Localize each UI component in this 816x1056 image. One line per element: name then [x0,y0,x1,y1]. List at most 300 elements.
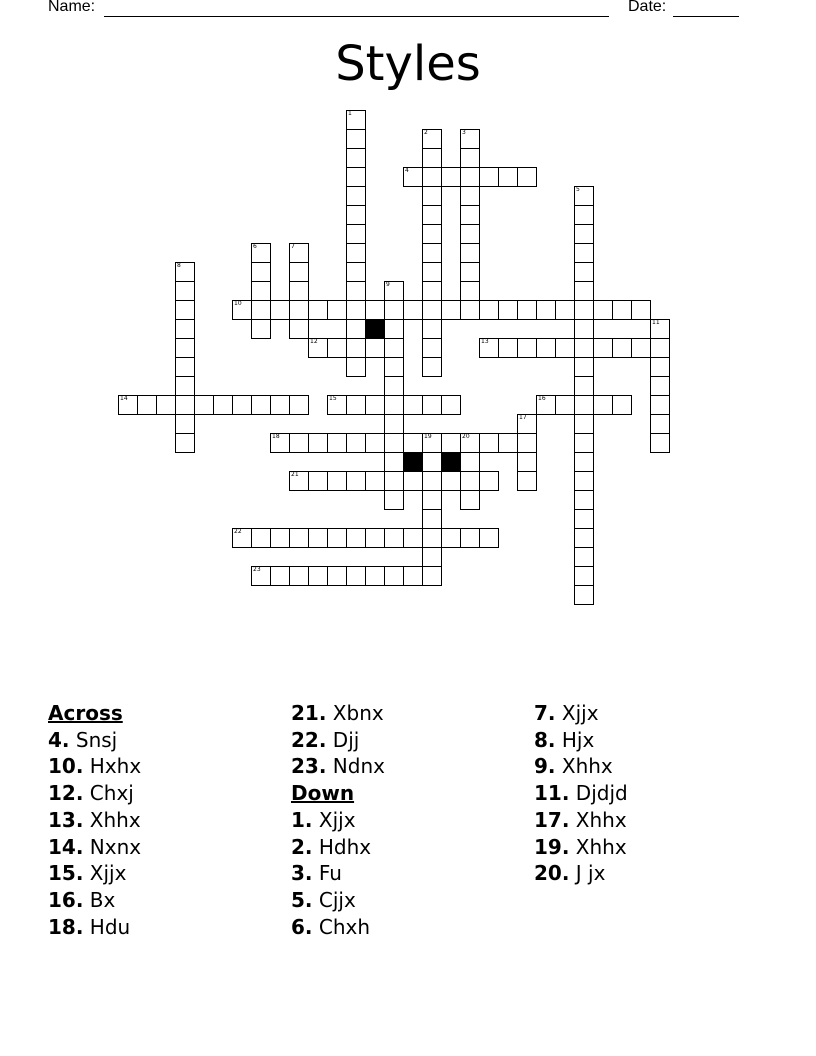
clue-number-label: 17. [534,807,570,832]
clue-item [534,834,628,861]
grid-cell[interactable] [460,167,480,187]
grid-cell[interactable] [175,281,195,301]
clue-text: Djj [332,727,360,752]
grid-cell[interactable] [460,300,480,320]
clue-item [291,753,385,780]
clue-item [534,727,628,754]
grid-cell[interactable] [365,528,385,548]
grid-cell[interactable] [289,262,309,282]
clue-number: 13 [481,338,489,345]
grid-cell[interactable] [422,509,442,529]
clue-text: Snsj [75,727,118,752]
grid-cell[interactable] [346,243,366,263]
grid-cell[interactable] [650,376,670,396]
grid-cell[interactable] [365,395,385,415]
grid-cell[interactable] [346,110,366,130]
clue-item [534,753,628,780]
down-heading: Down [291,781,355,806]
grid-cell[interactable] [289,281,309,301]
grid-cell[interactable] [536,300,556,320]
clue-number-label: 10. [48,754,84,779]
clue-item [48,887,141,914]
clue-item [534,807,628,834]
clue-text: J jx [575,861,606,886]
clue-number-label: 3. [291,861,313,886]
puzzle-title: Styles [335,36,481,92]
clue-text: Xjjx [561,701,599,725]
grid-cell[interactable] [460,148,480,168]
grid-cell[interactable] [365,566,385,586]
clue-number: 1 [348,110,352,117]
grid-cell[interactable] [175,338,195,358]
grid-cell[interactable] [232,528,252,548]
clue-item [534,860,628,887]
grid-cell[interactable] [460,224,480,244]
grid-cell[interactable] [175,357,195,377]
clue-item [48,914,141,941]
clue-item [48,834,141,861]
grid-cell[interactable] [175,319,195,339]
grid-cell[interactable] [460,243,480,263]
grid-cell[interactable] [574,338,594,358]
clue-number-label: 1. [291,807,313,832]
grid-cell[interactable] [384,319,404,339]
grid-cell[interactable] [479,167,499,187]
clue-text: Cjjx [318,887,356,912]
clue-number: 22 [234,528,242,535]
grid-cell[interactable] [498,300,518,320]
clue-number-label: 20. [534,861,570,886]
grid-cell[interactable] [403,566,423,586]
grid-cell[interactable] [156,395,176,415]
grid-cell[interactable] [289,243,309,263]
clue-item [291,727,385,754]
clue-number-label: 4. [48,727,70,752]
grid-cell[interactable] [441,300,461,320]
grid-cell[interactable] [384,357,404,377]
clue-number: 20 [462,433,470,440]
clue-item [291,914,385,941]
clue-column-1 [48,700,141,940]
grid-cell[interactable] [251,243,271,263]
grid-cell[interactable] [232,300,252,320]
grid-cell[interactable] [422,319,442,339]
black-cell [365,319,385,339]
black-cell [441,452,461,472]
clue-text: Chxh [318,914,371,939]
grid-cell[interactable] [327,395,347,415]
grid-cell[interactable] [612,300,632,320]
grid-cell[interactable] [574,262,594,282]
clue-number-label: 21. [291,701,327,725]
grid-cell[interactable] [327,528,347,548]
clue-number-label: 8. [534,727,556,752]
grid-cell[interactable] [441,433,461,453]
grid-cell[interactable] [422,357,442,377]
grid-cell[interactable] [384,300,404,320]
grid-cell[interactable] [365,471,385,491]
grid-cell[interactable] [289,528,309,548]
grid-cell[interactable] [251,281,271,301]
clue-text: Xhhx [561,754,613,779]
grid-cell[interactable] [251,528,271,548]
grid-cell[interactable] [346,357,366,377]
grid-cell[interactable] [422,300,442,320]
clue-number-label: 15. [48,861,84,886]
grid-cell[interactable] [422,528,442,548]
grid-cell[interactable] [422,547,442,567]
clue-number-label: 16. [48,887,84,912]
grid-cell[interactable] [403,528,423,548]
grid-cell[interactable] [555,300,575,320]
grid-cell[interactable] [365,433,385,453]
grid-cell[interactable] [213,395,233,415]
grid-cell[interactable] [650,357,670,377]
clue-text: Xhhx [575,834,627,859]
grid-cell[interactable] [289,395,309,415]
clue-number: 2 [424,129,428,136]
grid-cell[interactable] [574,186,594,206]
clue-item [291,887,385,914]
grid-cell[interactable] [308,300,328,320]
grid-cell[interactable] [175,395,195,415]
grid-cell[interactable] [327,433,347,453]
clue-item [48,807,141,834]
grid-cell[interactable] [403,300,423,320]
grid-cell[interactable] [251,566,271,586]
grid-cell[interactable] [194,395,214,415]
grid-cell[interactable] [498,167,518,187]
clue-item [534,700,628,727]
grid-cell[interactable] [384,566,404,586]
grid-cell[interactable] [536,395,556,415]
grid-cell[interactable] [517,167,537,187]
grid-cell[interactable] [574,566,594,586]
grid-cell[interactable] [270,566,290,586]
clue-text: Bx [89,887,116,912]
grid-cell[interactable] [422,452,442,472]
grid-cell[interactable] [555,395,575,415]
grid-cell[interactable] [346,129,366,149]
clue-number: 14 [120,395,128,402]
clue-number: 7 [291,243,295,250]
grid-cell[interactable] [574,243,594,263]
grid-cell[interactable] [422,224,442,244]
grid-cell[interactable] [346,566,366,586]
grid-cell[interactable] [346,433,366,453]
clue-item [48,727,141,754]
grid-cell[interactable] [460,281,480,301]
grid-cell[interactable] [346,281,366,301]
grid-cell[interactable] [422,490,442,510]
clue-number: 10 [234,300,242,307]
clue-column-2 [291,700,385,940]
grid-cell[interactable] [365,300,385,320]
grid-cell[interactable] [479,300,499,320]
grid-cell[interactable] [536,338,556,358]
grid-cell[interactable] [460,129,480,149]
clue-number-label: 7. [534,701,556,725]
across-heading: Across [48,701,123,725]
grid-cell[interactable] [574,414,594,434]
clue-text: Chxj [89,781,134,806]
clue-number-label: 19. [534,834,570,859]
clue-text: Fu [318,861,342,886]
clue-number: 21 [291,471,299,478]
grid-cell[interactable] [422,433,442,453]
clue-text: Hxhx [89,754,142,779]
grid-cell[interactable] [574,433,594,453]
grid-cell[interactable] [593,338,613,358]
clue-number-label: 12. [48,781,84,806]
grid-cell[interactable] [574,585,594,605]
grid-cell[interactable] [270,528,290,548]
grid-cell[interactable] [650,414,670,434]
grid-cell[interactable] [422,566,442,586]
grid-cell[interactable] [346,262,366,282]
grid-cell[interactable] [422,167,442,187]
grid-cell[interactable] [403,471,423,491]
grid-cell[interactable] [574,528,594,548]
clue-number: 3 [462,129,466,136]
grid-cell[interactable] [384,433,404,453]
grid-cell[interactable] [422,129,442,149]
grid-cell[interactable] [289,319,309,339]
grid-cell[interactable] [251,262,271,282]
grid-cell[interactable] [308,471,328,491]
grid-cell[interactable] [612,338,632,358]
grid-cell[interactable] [289,433,309,453]
clue-item [48,753,141,780]
clue-text: Xjjx [89,861,127,886]
clue-number: 6 [253,243,257,250]
grid-cell[interactable] [612,395,632,415]
clue-text: Hdhx [318,834,372,859]
grid-cell[interactable] [422,148,442,168]
grid-cell[interactable] [555,338,575,358]
grid-cell[interactable] [460,471,480,491]
clue-number-label: 9. [534,754,556,779]
grid-cell[interactable] [517,338,537,358]
grid-cell[interactable] [574,224,594,244]
grid-cell[interactable] [593,395,613,415]
grid-cell[interactable] [346,300,366,320]
grid-cell[interactable] [384,376,404,396]
grid-cell[interactable] [327,566,347,586]
grid-cell[interactable] [346,471,366,491]
clue-number-label: 11. [534,781,570,806]
clue-number-label: 5. [291,887,313,912]
grid-cell[interactable] [327,471,347,491]
grid-cell[interactable] [574,281,594,301]
grid-cell[interactable] [574,357,594,377]
grid-cell[interactable] [422,338,442,358]
grid-cell[interactable] [460,186,480,206]
grid-cell[interactable] [346,148,366,168]
grid-cell[interactable] [422,205,442,225]
grid-cell[interactable] [574,319,594,339]
grid-cell[interactable] [346,205,366,225]
grid-cell[interactable] [346,167,366,187]
grid-cell[interactable] [403,167,423,187]
clue-number: 11 [652,319,660,326]
grid-cell[interactable] [365,338,385,358]
clue-number-label: 6. [291,914,313,939]
grid-cell[interactable] [422,281,442,301]
grid-cell[interactable] [308,433,328,453]
clue-item [48,780,141,807]
grid-cell[interactable] [460,205,480,225]
clue-number: 5 [576,186,580,193]
clue-text: Hjx [561,727,595,752]
grid-cell[interactable] [517,471,537,491]
grid-cell[interactable] [289,300,309,320]
grid-cell[interactable] [384,452,404,472]
grid-cell[interactable] [403,433,423,453]
clue-item [48,860,141,887]
grid-cell[interactable] [422,395,442,415]
clue-number-label: 2. [291,834,313,859]
clue-number-label: 14. [48,834,84,859]
grid-cell[interactable] [479,338,499,358]
grid-cell[interactable] [650,319,670,339]
grid-cell[interactable] [574,490,594,510]
clue-number: 16 [538,395,546,402]
grid-cell[interactable] [498,433,518,453]
grid-cell[interactable] [137,395,157,415]
grid-cell[interactable] [441,167,461,187]
grid-cell[interactable] [574,205,594,225]
clue-text: Xhhx [89,807,141,832]
grid-cell[interactable] [346,186,366,206]
clue-number: 17 [519,414,527,421]
grid-cell[interactable] [479,528,499,548]
grid-cell[interactable] [346,319,366,339]
clue-item [291,700,385,727]
grid-cell[interactable] [289,566,309,586]
grid-cell[interactable] [118,395,138,415]
grid-cell[interactable] [346,224,366,244]
grid-cell[interactable] [251,319,271,339]
grid-cell[interactable] [479,433,499,453]
grid-cell[interactable] [251,300,271,320]
grid-cell[interactable] [346,338,366,358]
date-label: Date: [628,0,667,15]
grid-cell[interactable] [517,433,537,453]
grid-cell[interactable] [232,395,252,415]
grid-cell[interactable] [384,471,404,491]
grid-cell[interactable] [346,395,366,415]
grid-cell[interactable] [460,433,480,453]
clue-number-label: 18. [48,914,84,939]
grid-cell[interactable] [175,300,195,320]
clue-number-label: 22. [291,727,327,752]
grid-cell[interactable] [574,376,594,396]
grid-cell[interactable] [422,243,442,263]
grid-cell[interactable] [327,300,347,320]
grid-cell[interactable] [460,262,480,282]
clue-item [291,807,385,834]
clue-text: Xjjx [318,807,356,832]
grid-cell[interactable] [517,452,537,472]
grid-cell[interactable] [384,395,404,415]
clue-number: 23 [253,566,261,573]
grid-cell[interactable] [650,433,670,453]
grid-cell[interactable] [574,509,594,529]
grid-cell[interactable] [422,262,442,282]
clue-number: 15 [329,395,337,402]
grid-cell[interactable] [384,490,404,510]
grid-cell[interactable] [479,471,499,491]
grid-cell[interactable] [384,528,404,548]
grid-cell[interactable] [441,528,461,548]
black-cell [403,452,423,472]
grid-cell[interactable] [441,471,461,491]
grid-cell[interactable] [631,300,651,320]
clue-number: 18 [272,433,280,440]
grid-cell[interactable] [175,414,195,434]
grid-cell[interactable] [593,300,613,320]
clue-text: Ndnx [332,754,385,779]
grid-cell[interactable] [650,395,670,415]
clue-item [291,834,385,861]
grid-cell[interactable] [251,395,271,415]
grid-cell[interactable] [460,528,480,548]
grid-cell[interactable] [270,433,290,453]
grid-cell[interactable] [650,338,670,358]
grid-cell[interactable] [175,433,195,453]
grid-cell[interactable] [175,376,195,396]
grid-cell[interactable] [289,471,309,491]
grid-cell[interactable] [384,281,404,301]
grid-cell[interactable] [517,414,537,434]
grid-cell[interactable] [460,490,480,510]
grid-cell[interactable] [498,338,518,358]
grid-cell[interactable] [574,547,594,567]
name-label: Name: [48,0,96,15]
grid-cell[interactable] [346,528,366,548]
clue-number: 9 [386,281,390,288]
clue-item [291,860,385,887]
grid-cell[interactable] [308,566,328,586]
grid-cell[interactable] [308,338,328,358]
grid-cell[interactable] [422,186,442,206]
clue-number: 4 [405,167,409,174]
grid-cell[interactable] [422,471,442,491]
clue-number: 12 [310,338,318,345]
clue-text: Nxnx [89,834,142,859]
grid-cell[interactable] [574,395,594,415]
grid-cell[interactable] [308,528,328,548]
clue-text: Djdjd [575,781,628,806]
grid-cell[interactable] [441,395,461,415]
grid-cell[interactable] [384,414,404,434]
grid-cell[interactable] [574,452,594,472]
grid-cell[interactable] [384,338,404,358]
grid-cell[interactable] [270,300,290,320]
grid-cell[interactable] [517,300,537,320]
grid-cell[interactable] [574,471,594,491]
clue-number: 8 [177,262,181,269]
grid-cell[interactable] [631,338,651,358]
grid-cell[interactable] [574,300,594,320]
grid-cell[interactable] [403,395,423,415]
clue-text: Hdu [89,914,131,939]
grid-cell[interactable] [270,395,290,415]
grid-cell[interactable] [460,452,480,472]
grid-cell[interactable] [327,338,347,358]
grid-cell[interactable] [175,262,195,282]
